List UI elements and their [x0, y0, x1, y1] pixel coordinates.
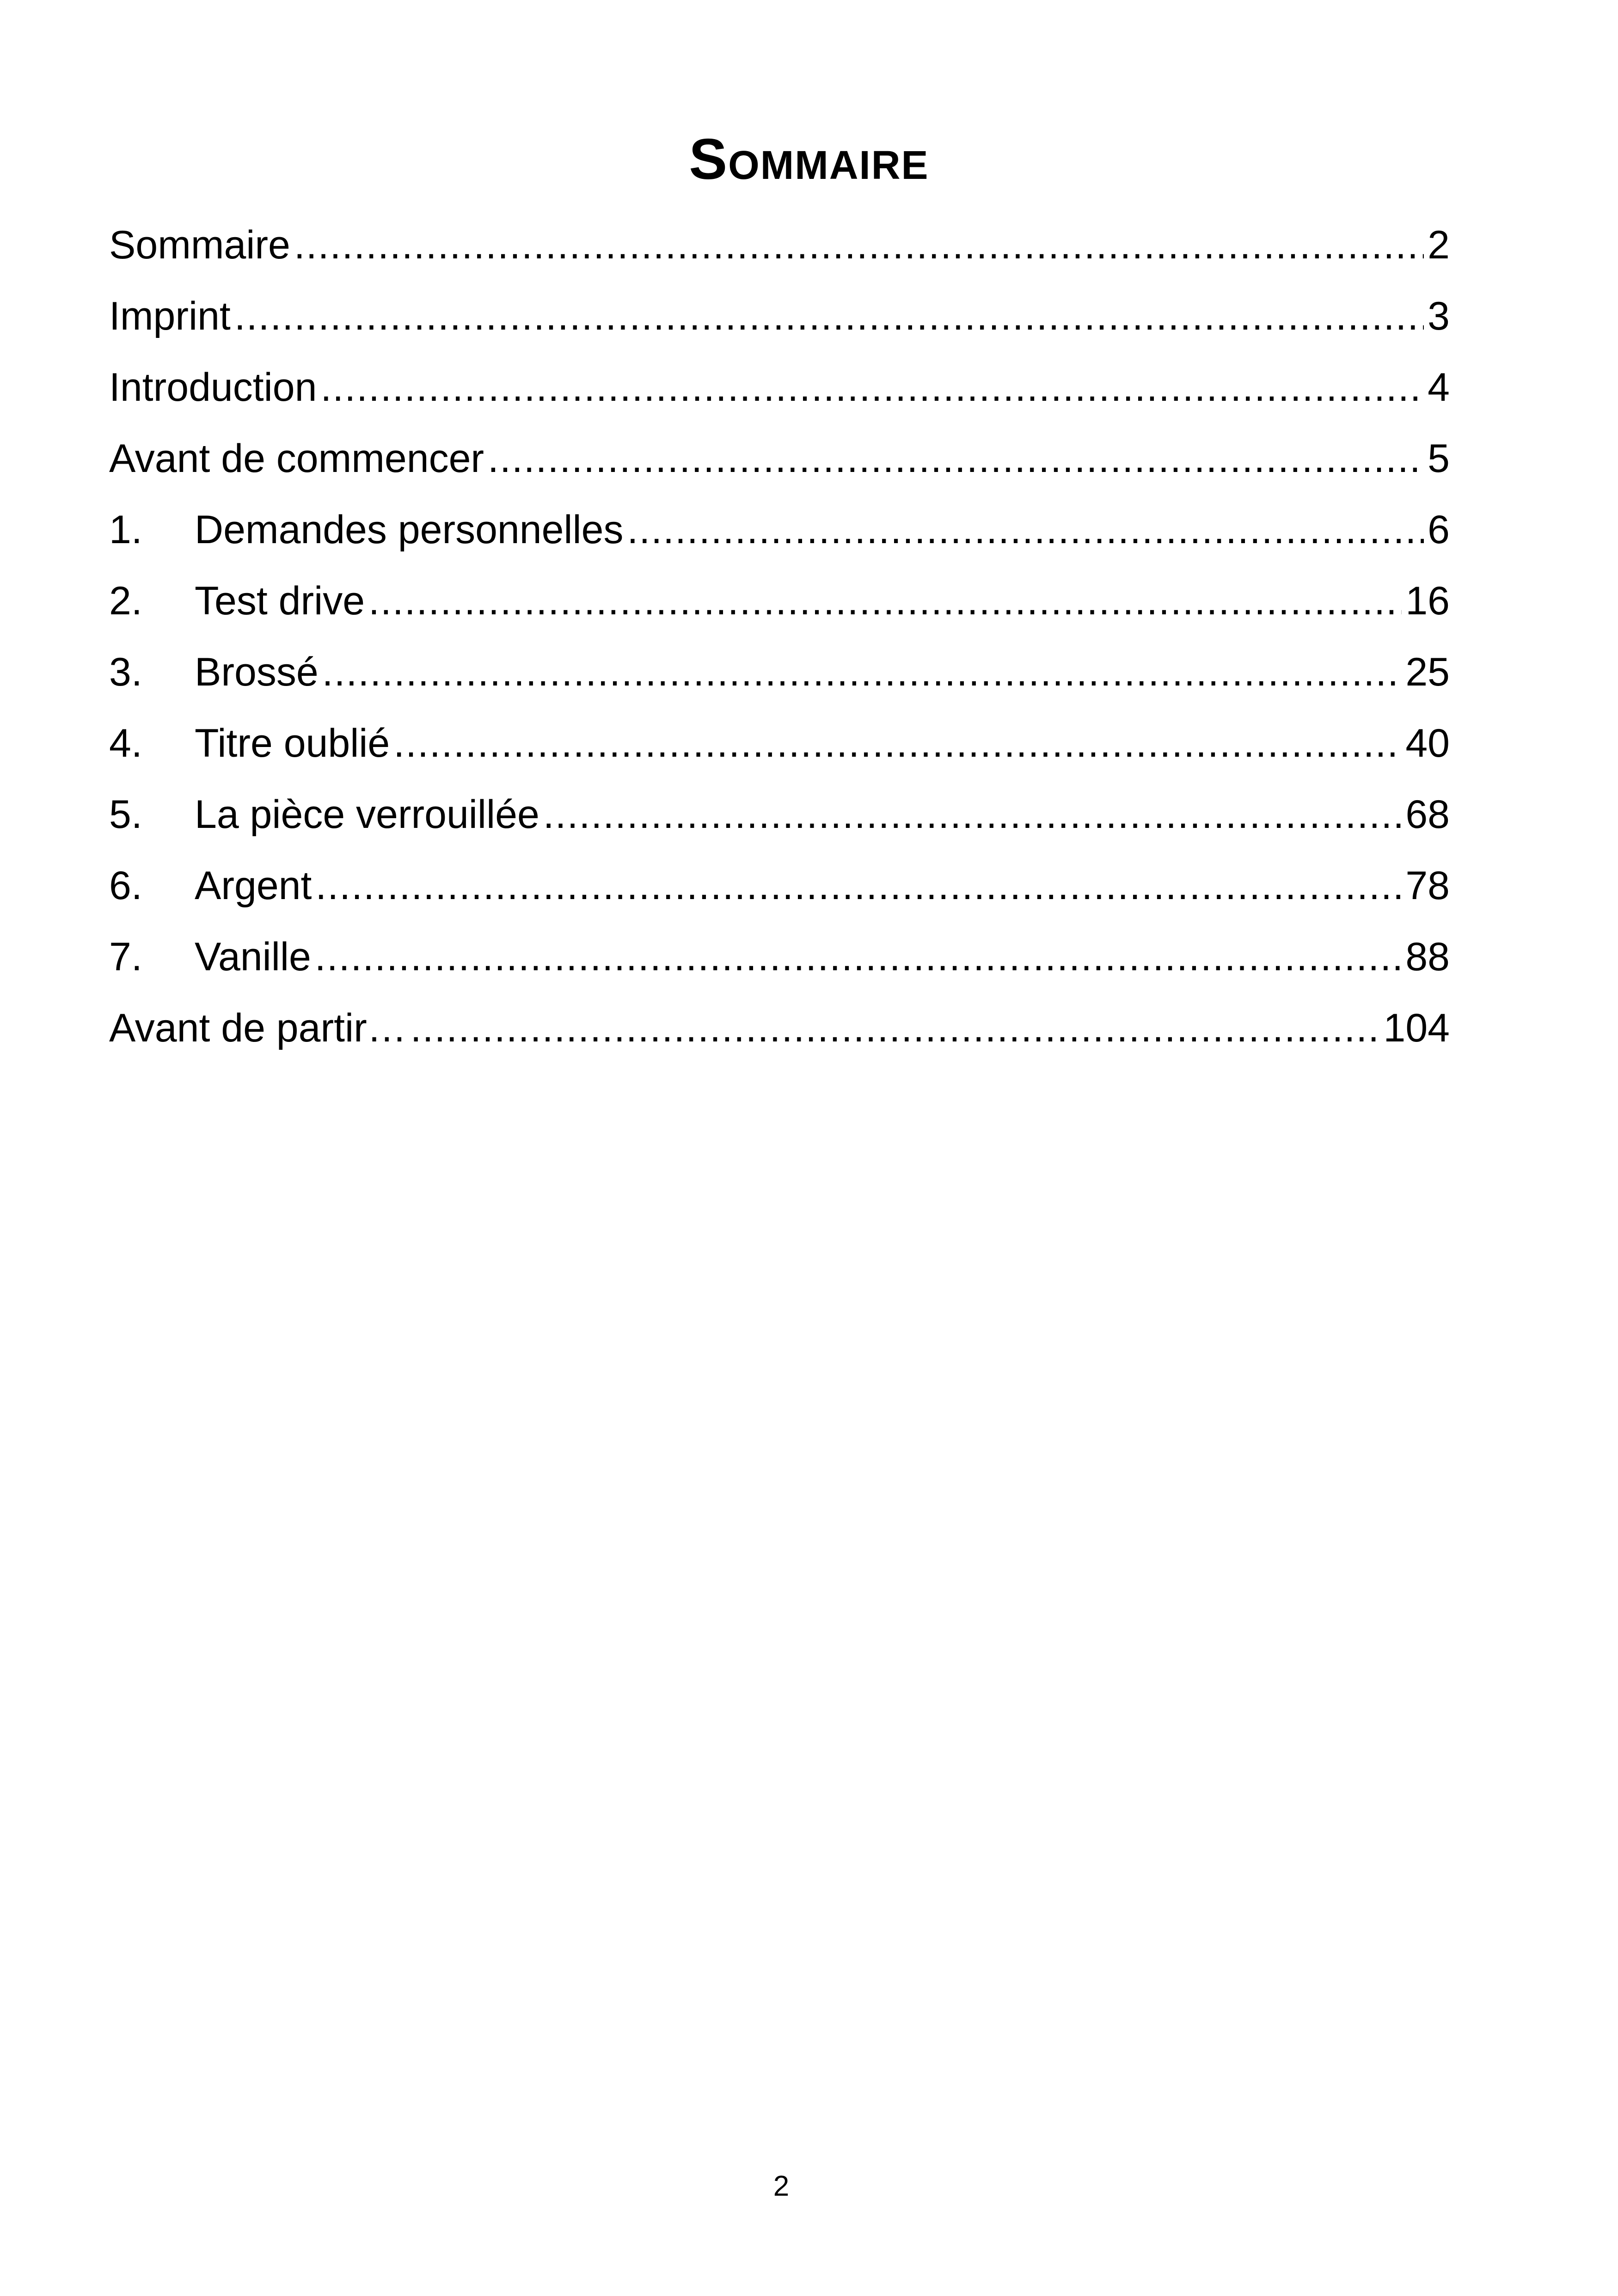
toc-entry-number: 1.: [109, 508, 142, 552]
toc-dot-leader: [315, 858, 1402, 913]
toc-dot-leader: [393, 716, 1402, 771]
toc-entry-page: 78: [1405, 863, 1450, 908]
toc-entry-avant-de-partir[interactable]: [109, 1000, 1450, 1071]
toc-dot-leader: [411, 1000, 1380, 1056]
table-of-contents: [109, 217, 1450, 1071]
toc-entry-label: Avant de commencer: [109, 436, 484, 481]
toc-entry-page: 16: [1405, 579, 1450, 623]
toc-entry-number: 4.: [109, 721, 142, 765]
toc-entry-page: 68: [1405, 792, 1450, 837]
toc-dot-leader: [315, 929, 1402, 985]
toc-entry-number: 5.: [109, 792, 142, 837]
page-number: 2: [773, 2170, 790, 2202]
toc-entry-page: 25: [1405, 650, 1450, 694]
toc-entry-label: La pièce verrouillée: [195, 792, 539, 837]
toc-dot-leader: [320, 360, 1424, 415]
toc-entry-number: 6.: [109, 863, 142, 908]
toc-dot-leader: [627, 502, 1424, 557]
toc-entry-label: Brossé: [195, 650, 319, 694]
toc-entry-introduction[interactable]: [109, 360, 1450, 431]
toc-dot-leader: [488, 431, 1424, 486]
toc-entry-page: 2: [1428, 223, 1450, 267]
toc-entry-chapter-5[interactable]: [109, 787, 1450, 858]
toc-entry-number: 2.: [109, 579, 142, 623]
toc-entry-number: 3.: [109, 650, 142, 694]
toc-entry-page: 104: [1383, 1006, 1450, 1050]
toc-entry-label: Sommaire: [109, 223, 290, 267]
toc-dot-leader: [294, 217, 1424, 273]
toc-dot-leader: [322, 644, 1402, 700]
toc-entry-page: 3: [1428, 294, 1450, 338]
toc-entry-chapter-3[interactable]: [109, 644, 1450, 716]
toc-entry-chapter-2[interactable]: [109, 573, 1450, 644]
toc-entry-label: Demandes personnelles: [195, 508, 624, 552]
toc-entry-label: Avant de partir…: [109, 1006, 407, 1050]
toc-entry-sommaire[interactable]: [109, 217, 1450, 288]
toc-entry-page: 4: [1428, 365, 1450, 410]
toc-entry-chapter-1[interactable]: [109, 502, 1450, 573]
toc-entry-label: Argent: [195, 863, 312, 908]
toc-dot-leader: [234, 288, 1424, 344]
toc-entry-label: Introduction: [109, 365, 317, 410]
toc-dot-leader: [543, 787, 1402, 842]
toc-entry-page: 40: [1405, 721, 1450, 765]
toc-entry-imprint[interactable]: [109, 288, 1450, 360]
toc-entry-label: Test drive: [195, 579, 365, 623]
toc-entry-page: 88: [1405, 935, 1450, 979]
toc-entry-page: 5: [1428, 436, 1450, 481]
toc-entry-page: 6: [1428, 508, 1450, 552]
toc-entry-label: Titre oublié: [195, 721, 390, 765]
toc-entry-chapter-7[interactable]: [109, 929, 1450, 1000]
toc-entry-number: 7.: [109, 935, 142, 979]
toc-entry-avant-de-commencer[interactable]: [109, 431, 1450, 502]
toc-entry-chapter-4[interactable]: [109, 716, 1450, 787]
page-title: Sommaire: [689, 128, 929, 191]
toc-entry-chapter-6[interactable]: [109, 858, 1450, 929]
toc-entry-label: Vanille: [195, 935, 311, 979]
toc-dot-leader: [368, 573, 1402, 629]
toc-entry-label: Imprint: [109, 294, 231, 338]
